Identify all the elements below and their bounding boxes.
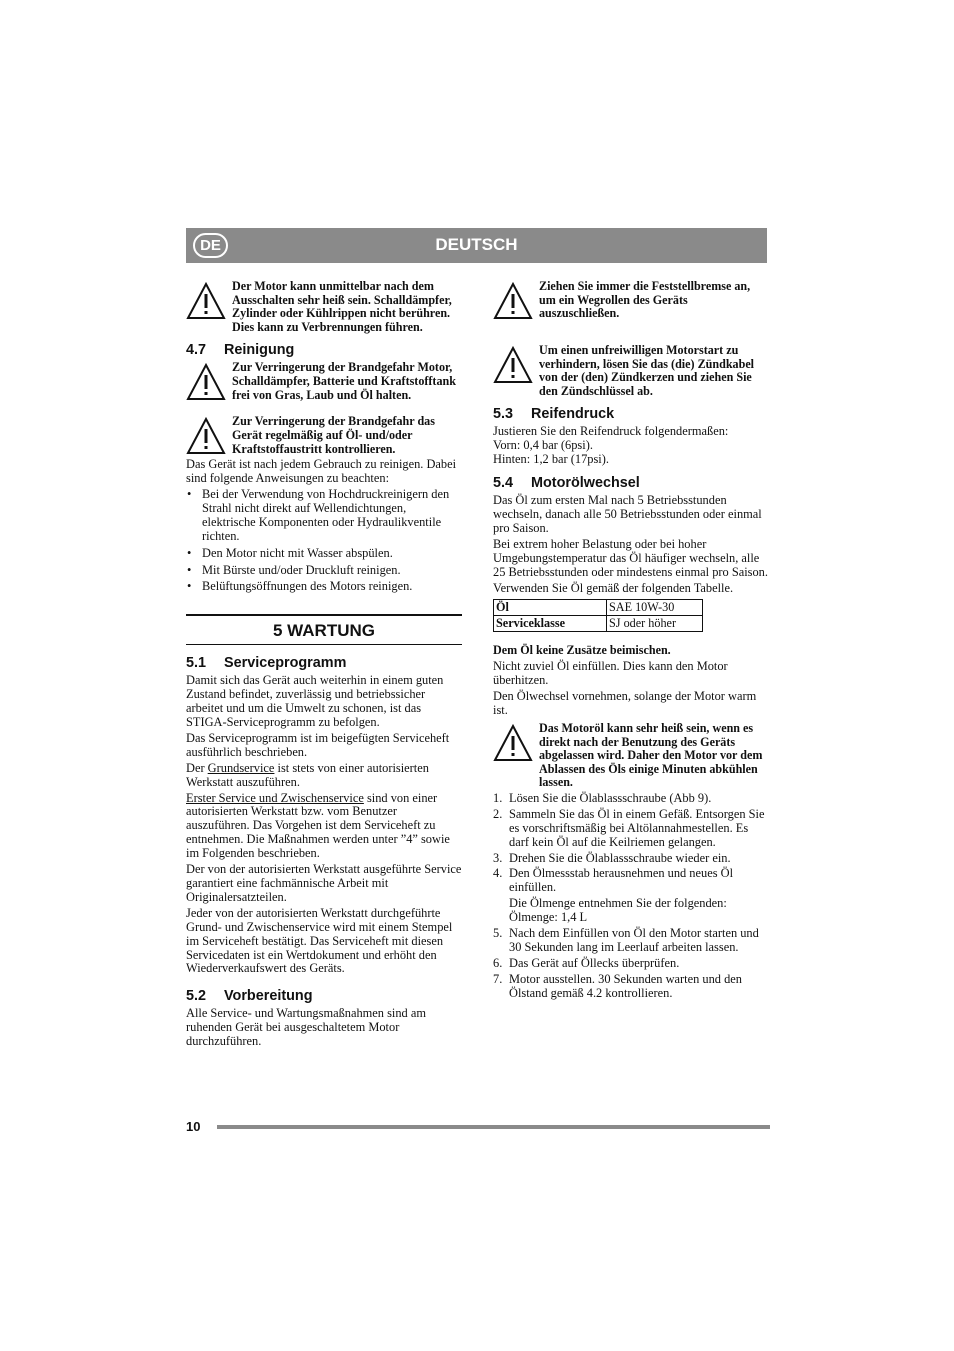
warning-clean-1 [186,361,462,411]
list-item: • Bei der Verwendung von Hochdruckreinigern den Strahl nicht direkt auf Wellendichtungen, elektrische Komponenten oder Hydraulikventile richten. [186,488,462,544]
warning-text: Ziehen Sie immer die Feststellbremse an, um ein Wegrollen des Geräts auszuschließen. [539,279,751,321]
list-item: 1. Lösen Sie die Ölablassschraube (Abb 9). [493,790,712,805]
list-item: 2. Sammeln Sie das Öl in einem Gefäß. Entsorgen Sie es vorschriftsmäßig bei Altölannahmestellen. Es darf kein Öl auf die Keilriemen gelangen. [493,806,765,849]
warning-triangle-icon [186,363,226,401]
paragraph: Justieren Sie den Reifendruck folgendermaßen: [493,424,729,439]
clean-intro: Das Gerät ist nach jedem Gebrauch zu reinigen. Dabei sind folgende Anweisungen zu beachten: [186,457,457,486]
list-item: 5. Nach dem Einfüllen von Öl den Motor starten und 30 Sekunden lang im Leerlauf arbeiten lassen. [493,926,759,954]
warning-triangle-icon [493,346,533,384]
section-heading-5-2: 5.2 Vorbereitung [186,988,313,1005]
warning-triangle-icon [186,282,226,320]
paragraph: Das Serviceprogramm ist im beigefügten Serviceheft ausführlich beschrieben. [186,730,450,759]
table-cell: Serviceklasse [494,616,607,632]
footer-rule [217,1125,770,1129]
clean-bullet-list [186,488,462,594]
list-item: • Belüftungsöffnungen des Motors reinigen. [186,580,462,594]
table-row [494,616,703,632]
language-badge: DE [193,233,228,258]
no-additives-note: Dem Öl keine Zusätze beimischen. [493,643,671,658]
warning-text: Zur Verringerung der Brandgefahr Motor, Schalldämpfer, Batterie und Kraftstofftank frei von Gras, Laub und Öl halten. [232,360,456,402]
oil-table [493,599,703,632]
paragraph: Der von der autorisierten Werkstatt ausgeführte Service garantiert eine fachmännische Arbeit mit Originalersatzteilen. [186,862,462,904]
warning-clean-2 [186,415,462,456]
warning-triangle-icon [186,417,226,455]
paragraph: Erster Service und Zwischenservice sind von einer autorisierten Werkstatt bzw. vom Benutzer auszuführen. Das Vorgehen ist dem Serviceheft zu entnehmen. Die Maßnahmen werden unter ”4” sowie im Folgenden beschrieben. [186,790,450,861]
table-cell: Öl [494,600,607,616]
warning-triangle-icon [493,282,533,320]
section-heading-4-7: 4.7 Reinigung [186,342,295,359]
language-banner [186,228,767,263]
warning-triangle-icon [493,724,533,762]
warning-text: Der Motor kann unmittelbar nach dem Ausschalten sehr heiß sein. Schalldämpfer, Zylinder oder Kühlrippen nicht berühren. Dies kann zu Verbrennungen führen. [232,279,452,334]
list-item: 4. Den Ölmessstab herausnehmen und neues Öl einfüllen. [493,866,734,895]
warning-motor-start [493,344,769,398]
paragraph: Alle Service- und Wartungsmaßnahmen sind am ruhenden Gerät bei ausgeschaltetem Motor durchzuführen. [186,1006,426,1049]
paragraph: Hinten: 1,2 bar (17psi). [493,452,609,467]
warning-text: Das Motoröl kann sehr heiß sein, wenn es direkt nach der Benutzung des Geräts abgelassen wird. Daher den Motor vor dem Ablassen des Öls einige Minuten abkühlen lassen. [539,720,763,790]
table-row [494,600,703,616]
paragraph: Vorn: 0,4 bar (6psi). [493,438,593,453]
section-heading-5-4: 5.4 Motorölwechsel [493,475,640,492]
page-number: 10 [186,1119,201,1134]
warning-hot-oil [493,722,769,790]
table-cell: SAE 10W-30 [607,600,703,616]
list-item: Die Ölmenge entnehmen Sie der folgenden: Ölmenge: 1,4 L [509,896,727,925]
paragraph: Verwenden Sie Öl gemäß der folgenden Tabelle. [493,580,734,595]
paragraph: Der Grundservice ist stets von einer autorisierten Werkstatt auszuführen. [186,760,429,789]
list-item: 6. Das Gerät auf Öllecks überprüfen. [493,955,680,970]
warning-text: Um einen unfreiwilligen Motorstart zu verhindern, lösen Sie das (die) Zündkabel von der (den) Zündkerzen und ziehen Sie den Zündschlüssel ab. [539,343,755,398]
section-heading-5-3: 5.3 Reifendruck [493,406,615,423]
warning-hot-motor [186,280,462,334]
paragraph: Bei extrem hoher Belastung oder bei hoher Umgebungstemperatur das Öl häufiger wechseln, alle 25 Betriebsstunden oder mindestens einmal pro Saison. [493,536,768,579]
list-item: • Den Motor nicht mit Wasser abspülen. [186,547,462,561]
warning-text: Zur Verringerung der Brandgefahr das Gerät regelmäßig auf Öl- und/oder Kraftstoffaustritt kontrollieren. [232,414,435,456]
warning-parking-brake [493,280,769,332]
chapter-heading-wartung: 5 WARTUNG [186,614,462,645]
list-item: • Mit Bürste und/oder Druckluft reinigen. [186,564,462,578]
section-heading-5-1: 5.1 Serviceprogramm [186,655,347,672]
paragraph: Damit sich das Gerät auch weiterhin in einem guten Zustand befindet, zuverlässig und betriebssicher arbeitet und um die Umwelt zu schonen, ist das STIGA-Serviceprogramm zu befolgen. [186,673,444,730]
right-column [493,280,769,1003]
oil-change-steps [493,792,769,1001]
paragraph: Das Öl zum ersten Mal nach 5 Betriebsstunden wechseln, danach alle 50 Betriebsstunden oder einmal pro Saison. [493,493,762,535]
list-item: 3. Drehen Sie die Ölablassschraube wieder ein. [493,850,731,865]
table-cell: SJ oder höher [607,616,703,632]
paragraph: Jeder von der autorisierten Werkstatt durchgeführte Grund- und Zwischenservice wird mit einem Stempel im Serviceheft bestätigt. Das Serviceheft mit diesen Servicedaten ist ein Wertdokument und erhöht den Wiederverkaufswert des Geräts. [186,905,453,976]
paragraph: Nicht zuviel Öl einfüllen. Dies kann den Motor überhitzen. [493,659,728,688]
list-item: 7. Motor ausstellen. 30 Sekunden warten und den Ölstand gemäß 4.2 kontrollieren. [493,971,742,1000]
banner-title: DEUTSCH [435,235,518,254]
left-column [186,280,462,1051]
paragraph: Den Ölwechsel vornehmen, solange der Motor warm ist. [493,689,757,718]
